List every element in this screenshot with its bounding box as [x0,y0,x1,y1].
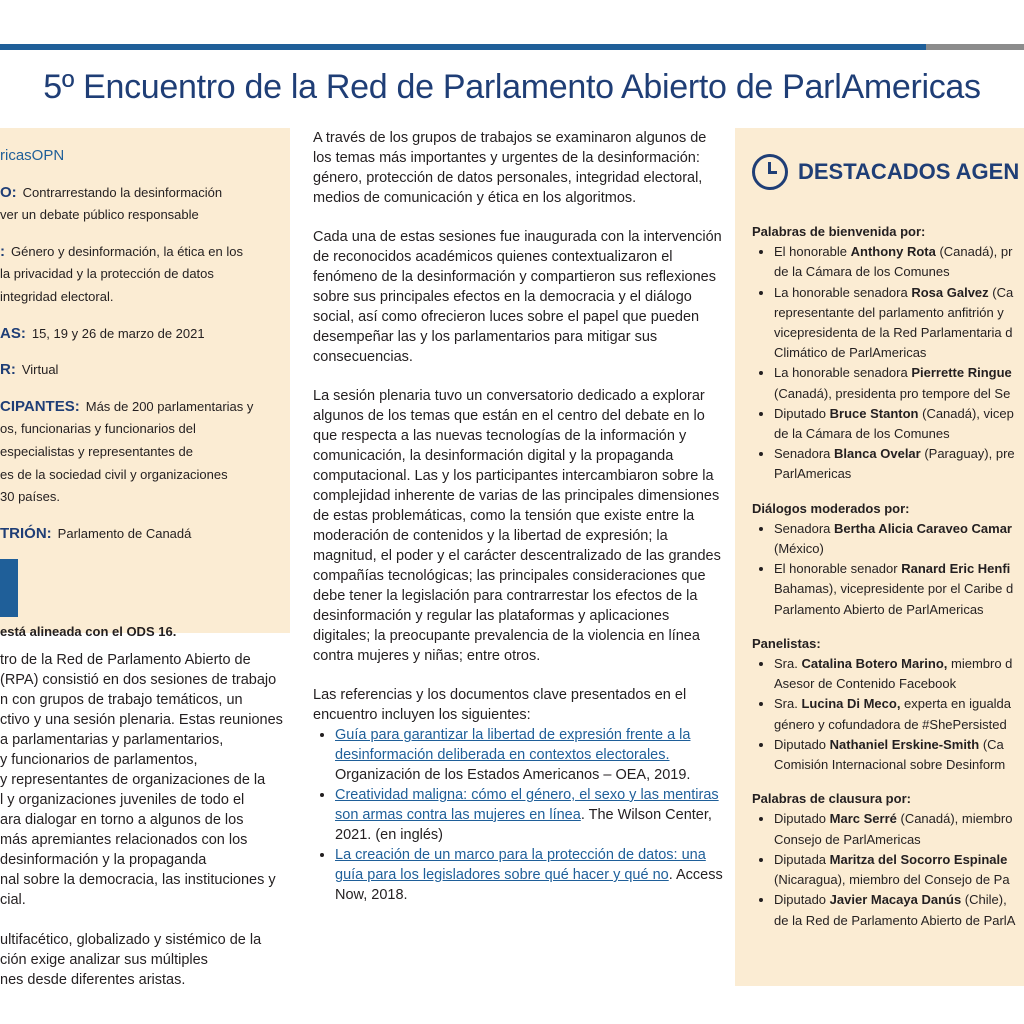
agenda-item-text: Sra. [774,696,802,712]
info-field-value: 15, 19 y 26 de marzo de 2021 [31,325,205,341]
info-field [0,241,288,309]
agenda-item-text: Climático de ParlAmericas [774,345,927,361]
agenda-item [774,444,1024,484]
agenda-item-text: Sra. [774,656,802,672]
agenda-item-text: género y cofundadora de #ShePersisted [774,716,1007,732]
agenda-title: DESTACADOS AGEN [798,158,1020,184]
agenda-item-text: miembro d [947,656,1013,672]
reference-link[interactable]: Creatividad maligna: cómo el género, el sexo y las mentiras son armas contra las mujeres en línea [335,787,719,823]
agenda-item-text: (Canadá), presidenta pro tempore del Se [774,385,1011,401]
intro-line: y funcionarios de parlamentos, [0,752,198,768]
agenda-item-text: Consejo de ParlAmericas [774,831,921,847]
agenda-item-text: (Chile), [961,892,1007,908]
agenda-item-text: ParlAmericas [774,466,852,482]
reference-item [335,845,723,905]
agenda-item [774,559,1024,620]
reference-source: . The Wilson Center, 2021. (en inglés) [335,807,712,843]
reference-list [313,725,723,905]
speaker-name: Lucina Di Meco, [801,696,901,712]
agenda-item-text: (Nicaragua), miembro del Consejo de Pa [774,872,1010,888]
agenda-item-text: La honorable senadora [774,284,912,300]
agenda-item [774,809,1024,849]
info-field-value: Género y desinformación, la ética en los [11,243,243,259]
speaker-name: Blanca Ovelar [834,446,921,462]
agenda-item-text: Asesor de Contenido Facebook [774,676,957,692]
reference-source: Organización de los Estados Americanos – OEA, 2019. [335,767,691,783]
speaker-name: Ranard Eric Henfi [901,561,1011,577]
intro-line [0,910,290,930]
agenda-item-text: (México) [774,541,824,557]
intro-line: ctivo y una sesión plenaria. Estas reuniones [0,712,283,728]
paragraph: A través de los grupos de trabajos se examinaron algunos de los temas más importantes y urgentes de la desinformación: género, protección de datos personales, integridad electoral, medios de comunicación y ética en los algoritmos. [313,130,707,206]
intro-line: nal sobre la democracia, las instituciones y [0,872,276,888]
intro-line: nes desde diferentes aristas. [0,972,186,988]
info-field-value: Contrarrestando la desinformación [22,184,223,200]
agenda-item-text: Senadora [774,520,834,536]
agenda-item [774,363,1024,403]
info-field-value: Parlamento de Canadá [57,525,192,541]
info-field [0,359,288,382]
agenda-item-text: El honorable [774,244,851,260]
info-field-value: la privacidad y la protección de datos [0,266,214,282]
reference-item [335,725,723,785]
agenda-section-heading: Palabras de bienvenida por: [752,224,926,239]
agenda-item [774,242,1024,282]
agenda [752,150,1024,945]
speaker-name: Rosa Galvez [911,284,989,300]
agenda-list [752,519,1024,620]
agenda-item-text: (Paraguay), pre [920,446,1015,462]
agenda-item [774,404,1024,444]
speaker-name: Bertha Alicia Caraveo Camar [834,520,1012,536]
agenda-item-text: de la Cámara de los Comunes [774,426,950,442]
info-field-key: CIPANTES: [0,397,80,415]
info-field-value: especialistas y representantes de [0,443,193,459]
intro-line: n con grupos de trabajo temáticos, un [0,692,243,708]
info-field-value: Virtual [21,362,59,378]
agenda-item-text: (Ca [979,736,1004,752]
agenda-list [752,809,1024,930]
agenda-item-text: (Ca [988,284,1014,300]
agenda-item-text: Senadora [774,446,834,462]
sdg-note: está alineada con el ODS 16. [0,624,177,640]
agenda-item-text: La honorable senadora [774,365,912,381]
info-field-key: TRIÓN: [0,524,52,542]
intro-line: (RPA) consistió en dos sesiones de trabajo [0,672,277,688]
intro-text [0,650,290,990]
info-field [0,323,288,346]
reference-source: . Access Now, 2018. [335,867,723,903]
speaker-name: Catalina Botero Marino, [801,656,948,672]
info-field-value: ver un debate público responsable [0,207,199,223]
header-rule-blue [0,44,926,50]
paragraph: Cada una de estas sesiones fue inaugurada con la intervención de reconocidos académicos quienes contextualizaron el fenómeno de la desinformación y compartieron sus reflexiones sobre sus principales efectos en la democracia y el diálogo social, así como ofrecieron luces sobre el papel que pueden desempeñar las y los parlamentarios para mitigar sus consecuencias. [313,229,722,365]
agenda-item-text: Diputado [774,892,830,908]
speaker-name: Maritza del Socorro Espinale [829,851,1008,867]
agenda-item-text: experta en igualda [900,696,1012,712]
intro-line: cial. [0,892,26,908]
intro-line: ara dialogar en torno a algunos de los [0,812,244,828]
agenda-section-heading: Panelistas: [752,635,821,651]
info-field-value: os, funcionarias y funcionarios del [0,421,196,437]
paragraph: La sesión plenaria tuvo un conversatorio dedicado a explorar algunos de los temas que están en el centro del debate en lo que respecta a las nuevas tecnologías de la información y comunicación, la desinformación digital y la propaganda computacional. Las y los participantes intercambiaron sobre la complejidad inherente de varias de las principales dimensiones de estas problemáticas, como la tensión que existe entre la moderación de contenidos y la libertad de expresión; la magnitud, el poder y el carácter descentralizado de las grandes compañías tecnológicas; las principales consideraciones que debe tener la legislación para contrarrestar los efectos de la desinformación y regular las plataformas y aplicaciones digitales; la preocupante prevalencia de la violencia en línea contra mujeres y niñas; entre otros. [313,388,721,664]
speaker-name: Pierrette Ringue [911,365,1012,381]
reference-link[interactable]: Guía para garantizar la libertad de expresión frente a la desinformación deliberada en contextos electorales. [335,727,691,763]
agenda-item-text: Bahamas), vicepresidente por el Caribe d [774,581,1014,597]
info-field [0,182,288,227]
agenda-item-text: Parlamento Abierto de ParlAmericas [774,601,984,617]
intro-line: ultifacético, globalizado y sistémico de la [0,932,262,948]
info-field-value: Más de 200 parlamentarias y [85,398,254,414]
intro-line: l y organizaciones juveniles de todo el [0,792,245,808]
clock-icon [752,154,788,190]
speaker-name: Nathaniel Erskine-Smith [829,736,980,752]
reference-link[interactable]: La creación de un marco para la protección de datos: una guía para los legisladores sobre qué hacer y qué no [335,847,706,883]
speaker-name: Anthony Rota [850,244,936,260]
info-field-key: O: [0,183,17,201]
info-field [0,523,288,546]
agenda-item [774,694,1024,734]
agenda-list [752,242,1024,484]
hashtag: ricasOPN [0,147,65,164]
agenda-item-text: (Canadá), miembro [896,811,1013,827]
agenda-item [774,850,1024,890]
speaker-name: Javier Macaya Danús [829,892,962,908]
main-text [313,128,723,905]
intro-line: más apremiantes relacionados con los [0,832,248,848]
agenda-item [774,735,1024,775]
info-field-key: R: [0,361,16,379]
speaker-name: Marc Serré [829,811,897,827]
info-field-value: 30 países. [0,489,60,505]
agenda-list [752,654,1024,775]
agenda-item [774,890,1024,930]
agenda-item-text: Diputado [774,736,830,752]
agenda-item-text: vicepresidenta de la Red Parlamentaria d [774,325,1013,341]
agenda-item-text: El honorable senador [774,561,902,577]
info-field [0,396,288,509]
page-title: 5º Encuentro de la Red de Parlamento Abierto de ParlAmericas [43,68,981,106]
event-info [0,145,288,644]
header-rule-gray [926,44,1024,50]
agenda-section-heading: Palabras de clausura por: [752,791,911,807]
agenda-item-text: Diputado [774,405,830,421]
speaker-name: Bruce Stanton [829,405,919,421]
agenda-header [752,150,1024,194]
intro-line: desinformación y la propaganda [0,852,207,868]
agenda-item-text: de la Red de Parlamento Abierto de ParlA [774,912,1016,928]
agenda-item-text: Diputada [774,851,830,867]
info-field-key: AS: [0,324,26,342]
intro-line: a parlamentarias y parlamentarios, [0,732,224,748]
info-field-key: : [0,242,5,260]
agenda-item-text: (Canadá), pr [935,244,1013,260]
info-field-value: es de la sociedad civil y organizaciones [0,466,228,482]
intro-line: y representantes de organizaciones de la [0,772,266,788]
reference-item [335,785,723,845]
sdg-icon [0,559,18,617]
paragraph: Las referencias y los documentos clave presentados en el encuentro incluyen los siguientes: [313,687,687,723]
agenda-item-text: Comisión Internacional sobre Desinform [774,757,1006,773]
info-field-value: integridad electoral. [0,288,114,304]
agenda-item-text: representante del parlamento anfitrión y [774,304,1004,320]
intro-line: ción exige analizar sus múltiples [0,952,208,968]
agenda-item [774,654,1024,694]
agenda-section-heading: Diálogos moderados por: [752,500,910,516]
agenda-item-text: de la Cámara de los Comunes [774,264,950,280]
agenda-item [774,519,1024,559]
intro-line: tro de la Red de Parlamento Abierto de [0,652,251,668]
agenda-item [774,283,1024,364]
agenda-item-text: Diputado [774,811,830,827]
agenda-item-text: (Canadá), vicep [918,405,1014,421]
